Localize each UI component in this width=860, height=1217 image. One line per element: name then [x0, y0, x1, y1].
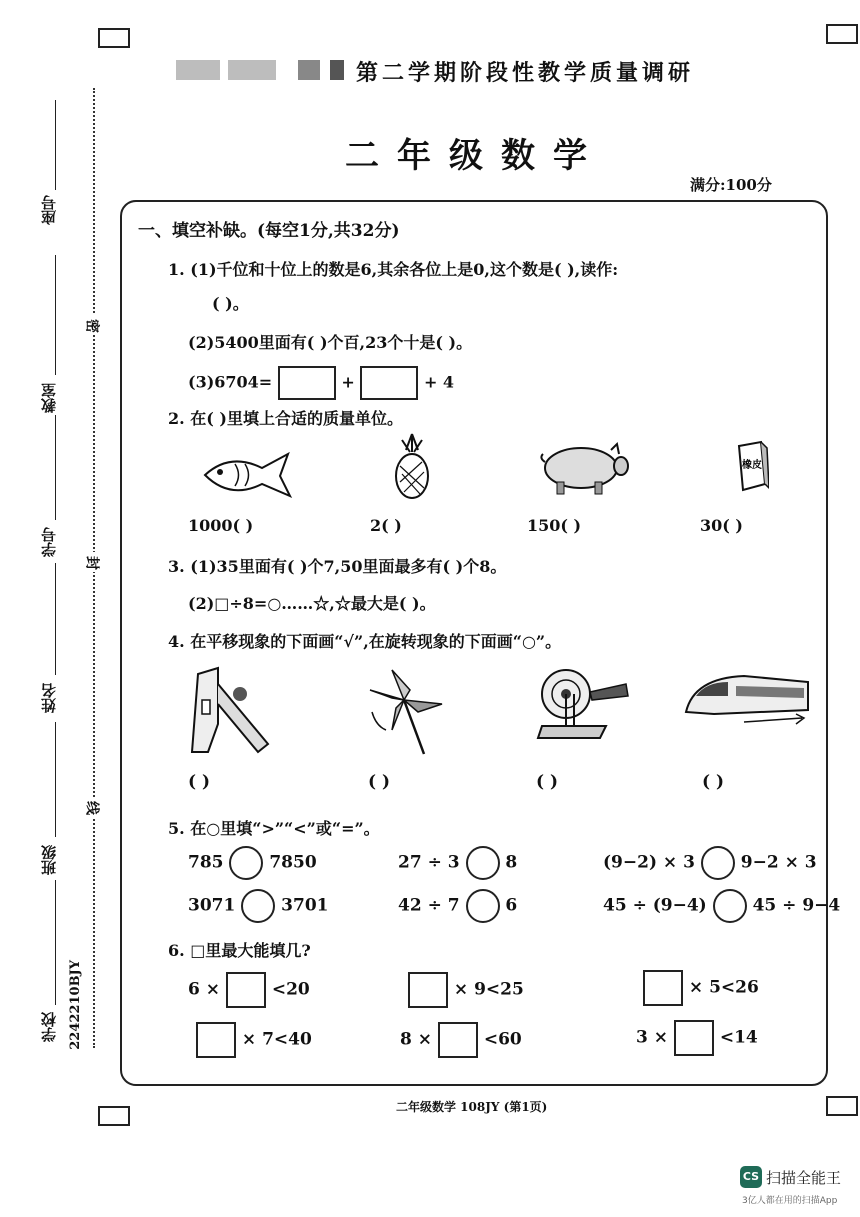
- answer-box[interactable]: [643, 970, 683, 1006]
- q5-row2-b: [398, 889, 517, 923]
- q5-text: 5. 在○里填“>”“<”或“=”。: [168, 819, 380, 838]
- q6-text: 6. □里最大能填几?: [168, 941, 311, 960]
- q5-row1-b: [398, 846, 517, 880]
- q3-part1: 3. (1)35里面有( )个7,50里面最多有( )个8。: [168, 557, 507, 576]
- answer-box[interactable]: [360, 366, 418, 400]
- q4-answer-slide: ( ): [188, 772, 211, 792]
- compare-right: 3701: [281, 895, 329, 916]
- q1-part3-left: (3)6704=: [188, 372, 273, 392]
- q4-answer-wheel: ( ): [536, 772, 559, 792]
- fill-line: [55, 415, 56, 520]
- plus-sign: +: [341, 372, 355, 392]
- redacted-block: [176, 60, 220, 80]
- inequality-part: <20: [271, 979, 310, 1000]
- corner-mark: [98, 28, 130, 48]
- compare-circle[interactable]: [701, 846, 735, 880]
- compare-left: (9−2) × 3: [603, 852, 695, 873]
- full-score: 满分:100分: [690, 176, 772, 194]
- q4-answer-train: ( ): [702, 772, 725, 792]
- q1-part1: 1. (1)千位和十位上的数是6,其余各位上是0,这个数是( ),读作:: [168, 260, 619, 279]
- q1-part2: (2)5400里面有( )个百,23个十是( )。: [188, 333, 473, 352]
- inequality-part: <60: [483, 1029, 522, 1050]
- slide-image: [188, 664, 272, 756]
- fill-line: [55, 100, 56, 190]
- compare-right: 8: [505, 852, 518, 873]
- q6-row2-a: [196, 1022, 312, 1058]
- q4-text: 4. 在平移现象的下面画“√”,在旋转现象的下面画“○”。: [168, 632, 562, 651]
- fill-line: [55, 722, 56, 837]
- eraser-image: [735, 440, 769, 492]
- answer-box[interactable]: [674, 1020, 714, 1056]
- eraser-label: 橡皮: [742, 460, 762, 471]
- student-id-label: 学号: [40, 527, 58, 557]
- redacted-block: [298, 60, 320, 80]
- q4-answer-pinwheel: ( ): [368, 772, 391, 792]
- inequality-part: <14: [719, 1027, 758, 1048]
- fill-line: [55, 255, 56, 375]
- corner-mark: [826, 24, 858, 44]
- fill-line: [55, 880, 56, 1005]
- pinwheel-image: [362, 664, 446, 756]
- answer-box[interactable]: [438, 1022, 478, 1058]
- compare-circle[interactable]: [241, 889, 275, 923]
- answer-box[interactable]: [408, 972, 448, 1008]
- school-label: 学校: [40, 1012, 58, 1042]
- answer-box[interactable]: [278, 366, 336, 400]
- inequality-part: 6 ×: [188, 979, 220, 1000]
- compare-circle[interactable]: [466, 846, 500, 880]
- fill-line: [55, 563, 56, 675]
- pig-image: [537, 440, 629, 496]
- q5-row2-a: [188, 889, 329, 923]
- redacted-block: [330, 60, 344, 80]
- q6-row2-b: [400, 1022, 522, 1058]
- inequality-part: × 7<40: [241, 1029, 312, 1050]
- q2-blank-fish: 1000( ): [188, 516, 254, 535]
- fish-image: [200, 450, 296, 500]
- seal-char-mi: 密: [86, 317, 100, 333]
- compare-right: 7850: [269, 852, 317, 873]
- q2-text: 2. 在( )里填上合适的质量单位。: [168, 409, 403, 428]
- q2-blank-pig: 150( ): [527, 516, 582, 535]
- q6-row1-c: [643, 970, 759, 1006]
- scanner-logo-icon: CS: [740, 1166, 762, 1188]
- subject-title: 二年级数学: [345, 136, 605, 176]
- compare-left: 3071: [188, 895, 236, 916]
- corner-mark: [826, 1096, 858, 1116]
- q5-row2-c: [603, 889, 840, 923]
- seal-char-xian: 线: [86, 799, 100, 815]
- compare-right: 6: [505, 895, 518, 916]
- class-label: 班级: [40, 845, 58, 875]
- q1-part1-read: ( )。: [212, 294, 249, 313]
- q2-blank-eraser: 30( ): [700, 516, 743, 535]
- corner-mark: [98, 1106, 130, 1126]
- scanner-tagline: 3亿人都在用的扫描App: [742, 1196, 838, 1206]
- exam-title: 第二学期阶段性教学质量调研: [356, 60, 695, 86]
- compare-left: 45 ÷ (9−4): [603, 895, 707, 916]
- q1-part3-tail: + 4: [423, 372, 455, 392]
- compare-right: 9−2 × 3: [740, 852, 817, 873]
- paper-code: 2242210BJY: [68, 960, 83, 1050]
- scanner-brand: 扫描全能王: [766, 1169, 842, 1187]
- grinding-wheel-image: [536, 664, 632, 744]
- inequality-part: × 9<25: [453, 979, 524, 1000]
- classroom-label: 教室: [40, 383, 58, 413]
- redacted-block: [228, 60, 276, 80]
- q1-part3: [188, 366, 454, 400]
- seal-char-feng: 封: [86, 554, 100, 570]
- inequality-part: 3 ×: [636, 1027, 668, 1048]
- q2-blank-pineapple: 2( ): [370, 516, 402, 535]
- train-image: [684, 668, 810, 734]
- page-footer: 二年级数学 108JY (第1页): [396, 1100, 548, 1114]
- q6-row1-a: [188, 972, 310, 1008]
- q5-row1-c: [603, 846, 817, 880]
- compare-right: 45 ÷ 9−4: [752, 895, 841, 916]
- compare-circle[interactable]: [466, 889, 500, 923]
- q6-row2-c: [636, 1020, 758, 1056]
- pineapple-image: [392, 432, 432, 500]
- answer-box[interactable]: [196, 1022, 236, 1058]
- seat-label: 座号: [40, 195, 58, 225]
- q5-row1-a: [188, 846, 317, 880]
- compare-left: 42 ÷ 7: [398, 895, 460, 916]
- compare-left: 27 ÷ 3: [398, 852, 460, 873]
- compare-left: 785: [188, 852, 224, 873]
- name-label: 姓名: [40, 683, 58, 713]
- inequality-part: × 5<26: [688, 977, 759, 998]
- answer-box[interactable]: [226, 972, 266, 1008]
- q3-part2: (2)□÷8=○……☆,☆最大是( )。: [188, 594, 436, 613]
- compare-circle[interactable]: [713, 889, 747, 923]
- q6-row1-b: [408, 972, 524, 1008]
- inequality-part: 8 ×: [400, 1029, 432, 1050]
- section-heading: 一、填空补缺。(每空1分,共32分): [138, 221, 400, 241]
- compare-circle[interactable]: [229, 846, 263, 880]
